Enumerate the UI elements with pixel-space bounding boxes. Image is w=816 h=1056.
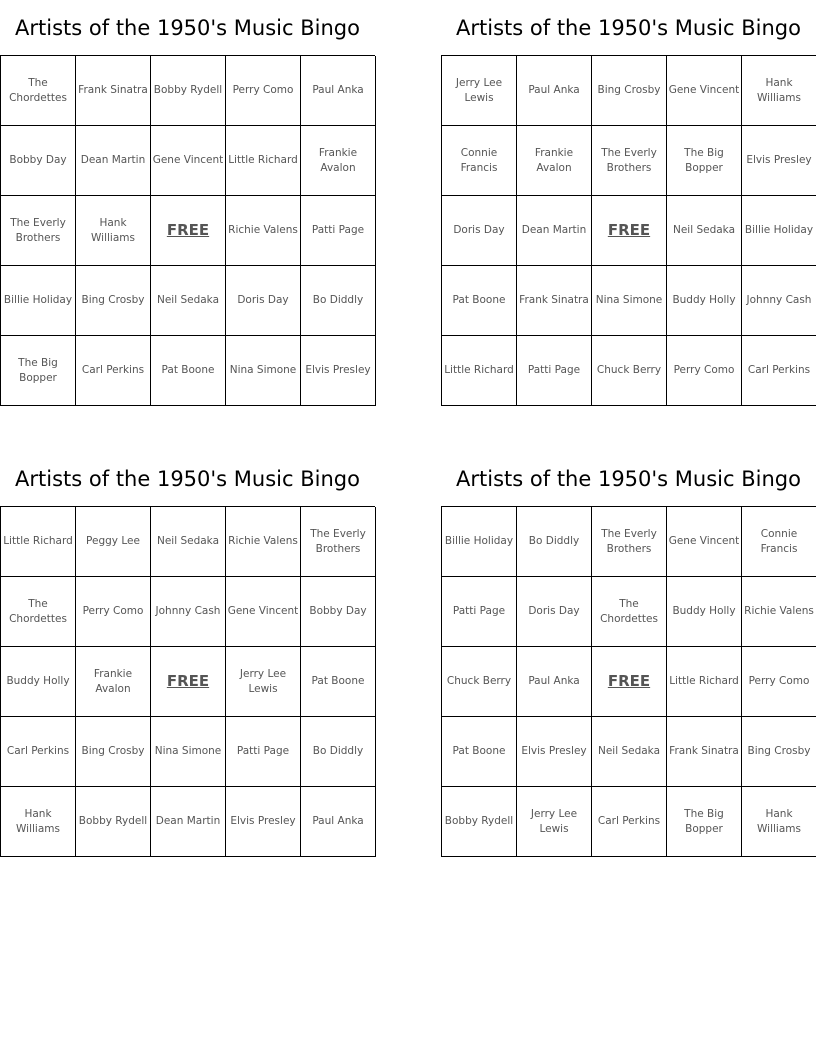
bingo-cell: Peggy Lee [76, 507, 151, 577]
bingo-cell: Carl Perkins [76, 336, 151, 406]
bingo-cell: Frank Sinatra [517, 266, 592, 336]
card-title: Artists of the 1950's Music Bingo [15, 16, 360, 40]
bingo-cell: Frank Sinatra [76, 56, 151, 126]
bingo-cell: Chuck Berry [592, 336, 667, 406]
bingo-grid [0, 55, 375, 406]
bingo-cell: Gene Vincent [667, 507, 742, 577]
bingo-cell: Johnny Cash [151, 577, 226, 647]
bingo-cell: Nina Simone [226, 336, 301, 406]
bingo-cell: Pat Boone [301, 647, 376, 717]
bingo-cell: Elvis Presley [301, 336, 376, 406]
bingo-cell: Billie Holiday [742, 196, 816, 266]
bingo-cell: The Big Bopper [667, 126, 742, 196]
bingo-cell: Pat Boone [442, 717, 517, 787]
bingo-cell: Elvis Presley [226, 787, 301, 857]
free-space-cell: FREE [592, 647, 667, 717]
bingo-cell: Nina Simone [592, 266, 667, 336]
bingo-cell: Bo Diddly [301, 717, 376, 787]
bingo-cell: Carl Perkins [1, 717, 76, 787]
bingo-cell: Jerry Lee Lewis [226, 647, 301, 717]
bingo-cell: Doris Day [442, 196, 517, 266]
free-space-cell: FREE [592, 196, 667, 266]
bingo-cell: Patti Page [442, 577, 517, 647]
bingo-cell: Neil Sedaka [592, 717, 667, 787]
bingo-grid [441, 506, 816, 857]
bingo-cell: Bobby Day [301, 577, 376, 647]
bingo-cell: Connie Francis [442, 126, 517, 196]
bingo-cell: Frankie Avalon [517, 126, 592, 196]
bingo-cell: Jerry Lee Lewis [517, 787, 592, 857]
bingo-cell: Little Richard [667, 647, 742, 717]
bingo-cell: Little Richard [1, 507, 76, 577]
bingo-cell: Bing Crosby [76, 266, 151, 336]
bingo-cell: Bing Crosby [742, 717, 816, 787]
card-title: Artists of the 1950's Music Bingo [15, 467, 360, 491]
bingo-cell: Nina Simone [151, 717, 226, 787]
free-space-cell: FREE [151, 196, 226, 266]
bingo-cell: Little Richard [226, 126, 301, 196]
bingo-cell: Little Richard [442, 336, 517, 406]
bingo-cell: Billie Holiday [442, 507, 517, 577]
bingo-cell: Doris Day [226, 266, 301, 336]
bingo-cell: Hank Williams [742, 56, 816, 126]
bingo-cell: Billie Holiday [1, 266, 76, 336]
bingo-cell: Bobby Rydell [151, 56, 226, 126]
bingo-cell: Paul Anka [301, 787, 376, 857]
bingo-cell: Perry Como [742, 647, 816, 717]
bingo-cell: Elvis Presley [742, 126, 816, 196]
bingo-grid [0, 506, 375, 857]
bingo-cell: The Big Bopper [1, 336, 76, 406]
card-title: Artists of the 1950's Music Bingo [456, 16, 801, 40]
bingo-cell: Elvis Presley [517, 717, 592, 787]
bingo-cell: Bobby Rydell [442, 787, 517, 857]
bingo-cell: The Chordettes [1, 56, 76, 126]
bingo-cell: Neil Sedaka [151, 266, 226, 336]
bingo-cell: Bobby Day [1, 126, 76, 196]
bingo-cell: The Chordettes [592, 577, 667, 647]
bingo-cell: Neil Sedaka [667, 196, 742, 266]
bingo-cell: Neil Sedaka [151, 507, 226, 577]
bingo-cell: Pat Boone [442, 266, 517, 336]
bingo-cell: Paul Anka [301, 56, 376, 126]
bingo-cell: Jerry Lee Lewis [442, 56, 517, 126]
bingo-cell: Bing Crosby [76, 717, 151, 787]
bingo-cell: Paul Anka [517, 56, 592, 126]
bingo-cell: Buddy Holly [667, 577, 742, 647]
card-title: Artists of the 1950's Music Bingo [456, 467, 801, 491]
bingo-cell: Bo Diddly [301, 266, 376, 336]
bingo-cell: Gene Vincent [667, 56, 742, 126]
bingo-cell: Paul Anka [517, 647, 592, 717]
bingo-cell: Richie Valens [226, 196, 301, 266]
bingo-cell: Bo Diddly [517, 507, 592, 577]
bingo-cell: Johnny Cash [742, 266, 816, 336]
bingo-cell: Patti Page [517, 336, 592, 406]
bingo-cell: Bobby Rydell [76, 787, 151, 857]
bingo-cell: Hank Williams [76, 196, 151, 266]
bingo-cell: Connie Francis [742, 507, 816, 577]
bingo-cell: Gene Vincent [151, 126, 226, 196]
bingo-cell: Pat Boone [151, 336, 226, 406]
bingo-cell: The Everly Brothers [301, 507, 376, 577]
bingo-cell: Dean Martin [151, 787, 226, 857]
bingo-cell: Carl Perkins [592, 787, 667, 857]
bingo-cell: Gene Vincent [226, 577, 301, 647]
bingo-cell: The Everly Brothers [1, 196, 76, 266]
bingo-cell: The Everly Brothers [592, 126, 667, 196]
bingo-cell: Patti Page [301, 196, 376, 266]
bingo-cell: Bing Crosby [592, 56, 667, 126]
bingo-cell: Frankie Avalon [301, 126, 376, 196]
bingo-cell: Perry Como [667, 336, 742, 406]
bingo-cell: Doris Day [517, 577, 592, 647]
bingo-cell: Richie Valens [226, 507, 301, 577]
bingo-cell: Richie Valens [742, 577, 816, 647]
bingo-cell: Carl Perkins [742, 336, 816, 406]
bingo-cell: Hank Williams [1, 787, 76, 857]
bingo-cell: Chuck Berry [442, 647, 517, 717]
bingo-grid [441, 55, 816, 406]
bingo-cell: The Big Bopper [667, 787, 742, 857]
bingo-cell: Buddy Holly [1, 647, 76, 717]
bingo-cell: The Chordettes [1, 577, 76, 647]
bingo-cell: Patti Page [226, 717, 301, 787]
bingo-cell: Frank Sinatra [667, 717, 742, 787]
bingo-cell: The Everly Brothers [592, 507, 667, 577]
bingo-cell: Buddy Holly [667, 266, 742, 336]
bingo-cell: Perry Como [226, 56, 301, 126]
bingo-cell: Perry Como [76, 577, 151, 647]
free-space-cell: FREE [151, 647, 226, 717]
bingo-cell: Hank Williams [742, 787, 816, 857]
bingo-cell: Dean Martin [517, 196, 592, 266]
bingo-cell: Frankie Avalon [76, 647, 151, 717]
bingo-cell: Dean Martin [76, 126, 151, 196]
